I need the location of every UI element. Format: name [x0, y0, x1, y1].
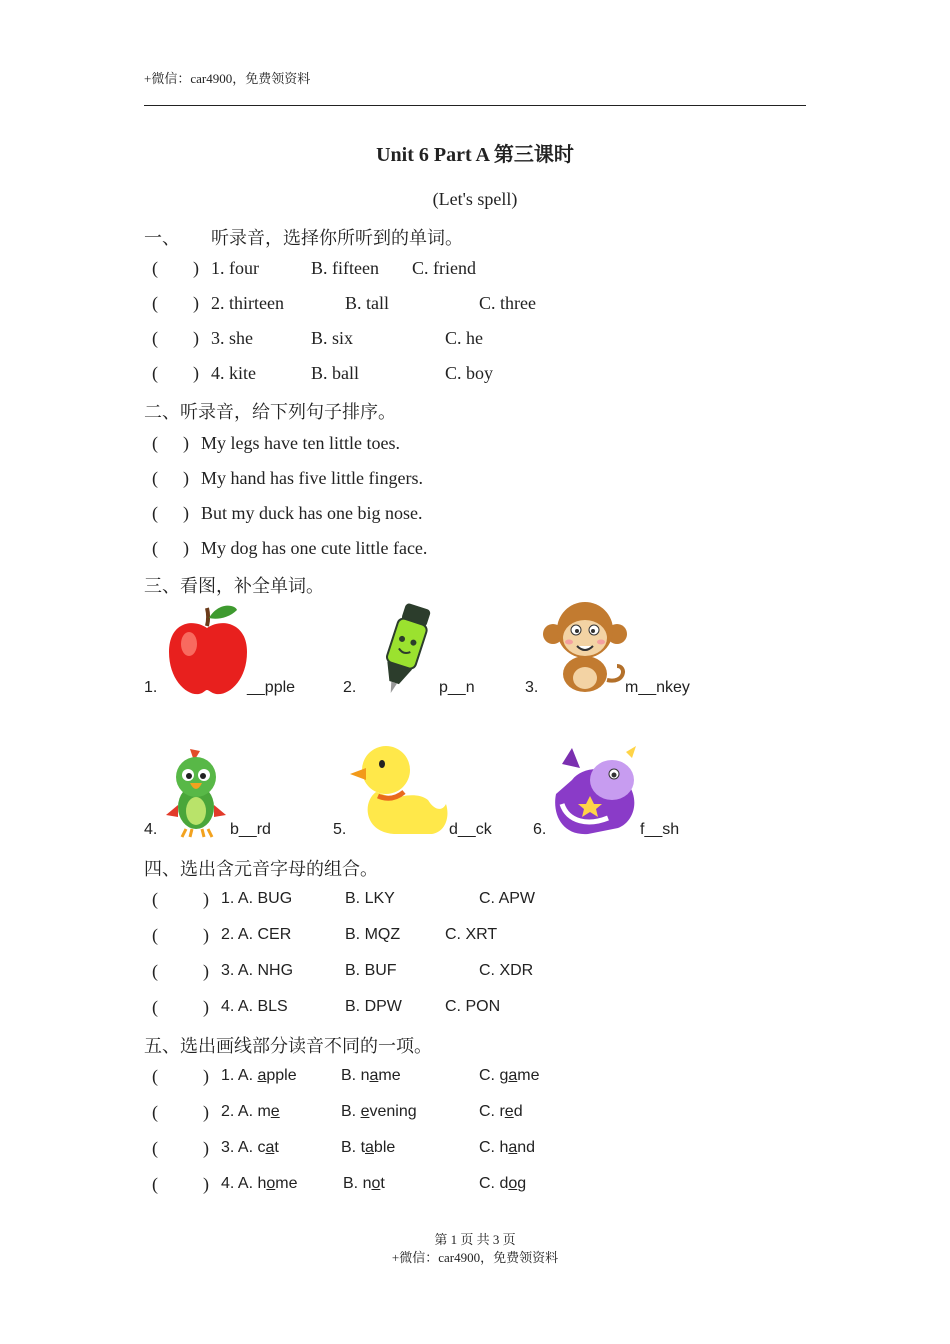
- answer-paren-close: ): [193, 328, 199, 348]
- option-b: B. table: [341, 1139, 396, 1156]
- option-c: C. friend: [412, 258, 476, 278]
- picture-number: 5.: [333, 821, 347, 838]
- answer-paren-close: ): [193, 258, 199, 278]
- answer-paren-close: ): [183, 468, 189, 488]
- footer-note: +微信：car4900，免费领资料: [391, 1250, 559, 1265]
- option-b: B. LKY: [345, 890, 395, 907]
- answer-paren-close: ): [183, 538, 189, 558]
- section-5-heading: 五、选出画线部分读音不同的一项。: [144, 1036, 432, 1056]
- option-a: 2. thirteen: [211, 293, 284, 313]
- picture-number: 3.: [525, 679, 539, 696]
- option-c: C. hand: [479, 1139, 536, 1156]
- option-c: C. PON: [445, 998, 501, 1015]
- section-1-heading: 听录音，选择你所听到的单词。: [211, 228, 463, 248]
- monkey-icon: [541, 600, 629, 696]
- fill-word[interactable]: __pple: [247, 679, 296, 696]
- page-number: 第 1 页 共 3 页: [434, 1232, 516, 1247]
- option-b: B. evening: [341, 1103, 417, 1120]
- sentence: My legs have ten little toes.: [201, 433, 400, 453]
- answer-paren-close: ): [203, 889, 209, 909]
- answer-paren-open[interactable]: (: [152, 328, 158, 348]
- answer-paren-open[interactable]: (: [152, 503, 158, 523]
- duck-icon: [348, 740, 452, 838]
- answer-paren-close: ): [203, 925, 209, 945]
- fill-word[interactable]: d__ck: [449, 821, 492, 838]
- fill-word[interactable]: b__rd: [230, 821, 271, 838]
- option-c: C. game: [479, 1067, 540, 1084]
- option-a: 2. A. CER: [221, 926, 292, 943]
- answer-paren-open[interactable]: (: [152, 1102, 158, 1122]
- header-note: +微信：car4900，免费领资料: [144, 71, 311, 86]
- option-a: 3. A. NHG: [221, 962, 294, 979]
- answer-paren-open[interactable]: (: [152, 925, 158, 945]
- pen-icon: [372, 600, 436, 698]
- fill-word[interactable]: m__nkey: [625, 679, 690, 696]
- option-c: C. XDR: [479, 962, 534, 979]
- picture-number: 1.: [144, 679, 158, 696]
- option-a: 4. A. home: [221, 1175, 298, 1192]
- option-c: C. XRT: [445, 926, 498, 943]
- option-b: B. DPW: [345, 998, 402, 1015]
- answer-paren-open[interactable]: (: [152, 433, 158, 453]
- picture-number: 6.: [533, 821, 547, 838]
- option-c: C. three: [479, 293, 536, 313]
- section-1-number: 一、: [144, 228, 180, 248]
- answer-paren-close: ): [203, 961, 209, 981]
- option-a: 4. A. BLS: [221, 998, 288, 1015]
- option-b: B. six: [311, 328, 354, 348]
- option-b: B. fifteen: [311, 258, 379, 278]
- header-divider: [144, 105, 806, 106]
- answer-paren-open[interactable]: (: [152, 997, 158, 1017]
- fill-word[interactable]: p__n: [439, 679, 475, 696]
- answer-paren-open[interactable]: (: [152, 1138, 158, 1158]
- sentence: My hand has five little fingers.: [201, 468, 423, 488]
- answer-paren-open[interactable]: (: [152, 538, 158, 558]
- option-a: 4. kite: [211, 363, 256, 383]
- picture-number: 4.: [144, 821, 158, 838]
- answer-paren-close: ): [193, 293, 199, 313]
- section-3-heading: 三、看图，补全单词。: [144, 576, 324, 596]
- answer-paren-close: ): [203, 1174, 209, 1194]
- fish-icon: [548, 744, 644, 840]
- option-c: C. dog: [479, 1175, 527, 1192]
- option-b: B. not: [343, 1175, 385, 1192]
- answer-paren-open[interactable]: (: [152, 1066, 158, 1086]
- option-a: 1. A. apple: [221, 1067, 297, 1084]
- apple-icon: [163, 600, 251, 698]
- answer-paren-open[interactable]: (: [152, 258, 158, 278]
- option-a: 3. A. cat: [221, 1139, 279, 1156]
- option-c: C. boy: [445, 363, 494, 383]
- page-subtitle: (Let's spell): [432, 189, 518, 209]
- picture-number: 2.: [343, 679, 357, 696]
- answer-paren-close: ): [203, 1066, 209, 1086]
- option-c: C. red: [479, 1103, 523, 1120]
- option-b: B. ball: [311, 363, 359, 383]
- option-b: B. BUF: [345, 962, 397, 979]
- section-2-heading: 二、听录音，给下列句子排序。: [144, 402, 396, 422]
- option-b: B. name: [341, 1067, 401, 1084]
- answer-paren-close: ): [183, 503, 189, 523]
- option-b: B. MQZ: [345, 926, 401, 943]
- answer-paren-open[interactable]: (: [152, 961, 158, 981]
- answer-paren-close: ): [193, 363, 199, 383]
- option-a: 3. she: [211, 328, 253, 348]
- answer-paren-open[interactable]: (: [152, 889, 158, 909]
- sentence: My dog has one cute little face.: [201, 538, 428, 558]
- answer-paren-close: ): [203, 1138, 209, 1158]
- answer-paren-open[interactable]: (: [152, 1174, 158, 1194]
- option-a: 2. A. me: [221, 1103, 280, 1120]
- page-title: Unit 6 Part A 第三课时: [376, 144, 574, 166]
- answer-paren-open[interactable]: (: [152, 293, 158, 313]
- answer-paren-close: ): [203, 997, 209, 1017]
- answer-paren-open[interactable]: (: [152, 468, 158, 488]
- answer-paren-open[interactable]: (: [152, 363, 158, 383]
- option-c: C. he: [445, 328, 483, 348]
- section-4-heading: 四、选出含元音字母的组合。: [144, 859, 378, 879]
- bird-icon: [164, 745, 230, 839]
- answer-paren-close: ): [183, 433, 189, 453]
- option-b: B. tall: [345, 293, 389, 313]
- fill-word[interactable]: f__sh: [640, 821, 680, 838]
- answer-paren-close: ): [203, 1102, 209, 1122]
- option-a: 1. four: [211, 258, 259, 278]
- sentence: But my duck has one big nose.: [201, 503, 423, 523]
- option-a: 1. A. BUG: [221, 890, 293, 907]
- option-c: C. APW: [479, 890, 536, 907]
